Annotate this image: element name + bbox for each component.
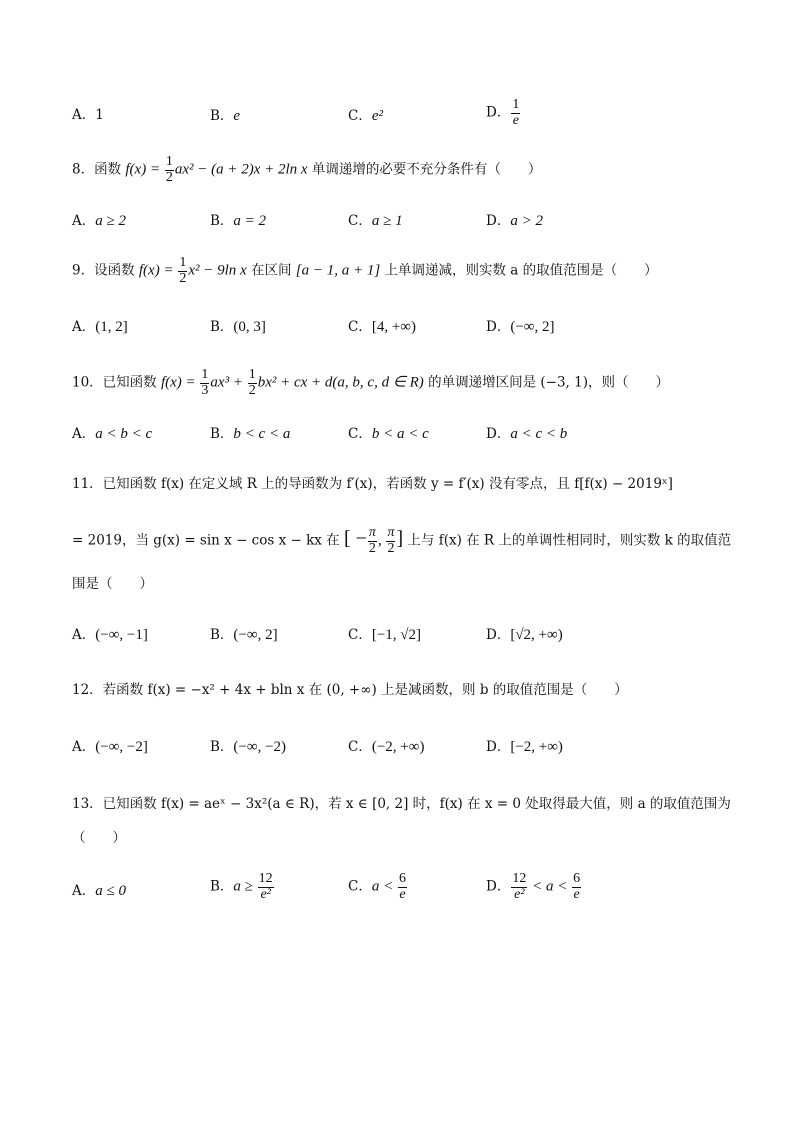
q8-option-a: A．a ≥ 2 xyxy=(72,213,126,229)
q12-stem: 12．若函数 f(x) = −x² + 4x + bln x 在 (0, +∞) 上是减函数，则 b 的取值范围是（ ） xyxy=(72,682,628,698)
q7-option-d: D． $\frac{1}{e}$ xyxy=(486,97,520,128)
q10-option-a: A．a < b < c xyxy=(72,426,153,442)
q8-option-d: D．a > 2 xyxy=(486,213,543,229)
q9-option-d: D．(−∞, 2] xyxy=(486,319,555,335)
q7-option-c: C．e² xyxy=(348,108,383,124)
q13-option-c: C．a < $\frac{6}{e}$ xyxy=(348,871,406,902)
q13-option-d: D． $\frac{12}{\text{e²}}$ < a < $\frac{6}{e}$ xyxy=(486,871,581,902)
q9-option-b: B．(0, 3] xyxy=(210,319,266,335)
q9-option-c: C．[4, +∞) xyxy=(348,319,416,335)
q11-stem-line3: 围是（ ） xyxy=(72,576,153,592)
q13-stem-line1: 13．已知函数 f(x) = aeˣ − 3x²(a ∈ R)，若 x ∈ [0, 2] 时，f(x) 在 x = 0 处取得最大值，则 a 的取值范围为 xyxy=(72,796,731,812)
q11-stem-line2: = 2019，当 g(x) = sin x − cos x − kx 在 [ − $\frac{\pi}{2}$ , $\frac{\pi}{2}$ ] 上与 f(x) 在 R 上的单调性相同时，则实数 k 的取值范 xyxy=(72,525,732,556)
q11-option-a: A．(−∞, −1] xyxy=(72,627,148,643)
q12-option-d: D．[−2, +∞) xyxy=(486,739,563,755)
q8-stem: 8．函数 f(x) = $\frac{1}{2}$ ax² − (a + 2)x + 2ln x 单调递增的必要不充分条件有（ ） xyxy=(72,154,542,185)
q9-option-a: A．(1, 2] xyxy=(72,319,128,335)
q12-option-a: A．(−∞, −2] xyxy=(72,739,148,755)
q11-option-c: C．[−1, √2] xyxy=(348,627,422,643)
q13-stem-line2: （ ） xyxy=(72,830,126,846)
q7-option-b: B．e xyxy=(210,108,241,124)
q12-option-c: C．(−2, +∞) xyxy=(348,739,425,755)
q7-option-a: A．1 xyxy=(72,107,104,123)
q10-stem: 10．已知函数 f(x) = $\frac{1}{3}$ ax³ + $\frac{1}{2}$ bx² + cx + d(a, b, c, d ∈ R) 的单调递增区间是 (−3, 1)，则（ ） xyxy=(72,367,669,398)
q9-stem: 9．设函数 f(x) = $\frac{1}{2}$ x² − 9ln x 在区间 [a − 1, a + 1] 上单调递减，则实数 a 的取值范围是（ ） xyxy=(72,255,658,286)
q10-option-d: D．a < c < b xyxy=(486,426,568,442)
q12-option-b: B．(−∞, −2) xyxy=(210,739,287,755)
q13-option-a: A．a ≤ 0 xyxy=(72,883,126,899)
q10-option-c: C．b < a < c xyxy=(348,426,429,442)
q11-stem-line1: 11．已知函数 f(x) 在定义域 R 上的导函数为 f′(x)，若函数 y = f′(x) 没有零点，且 f[f(x) − 2019ˣ] xyxy=(72,476,673,492)
q8-option-b: B．a = 2 xyxy=(210,213,267,229)
q11-option-d: D．[√2, +∞) xyxy=(486,627,563,643)
q8-option-c: C．a ≥ 1 xyxy=(348,213,403,229)
q13-option-b: B．a ≥ $\frac{12}{\text{e²}}$ xyxy=(210,871,273,902)
q10-option-b: B．b < c < a xyxy=(210,426,291,442)
q11-option-b: B．(−∞, 2] xyxy=(210,627,278,643)
